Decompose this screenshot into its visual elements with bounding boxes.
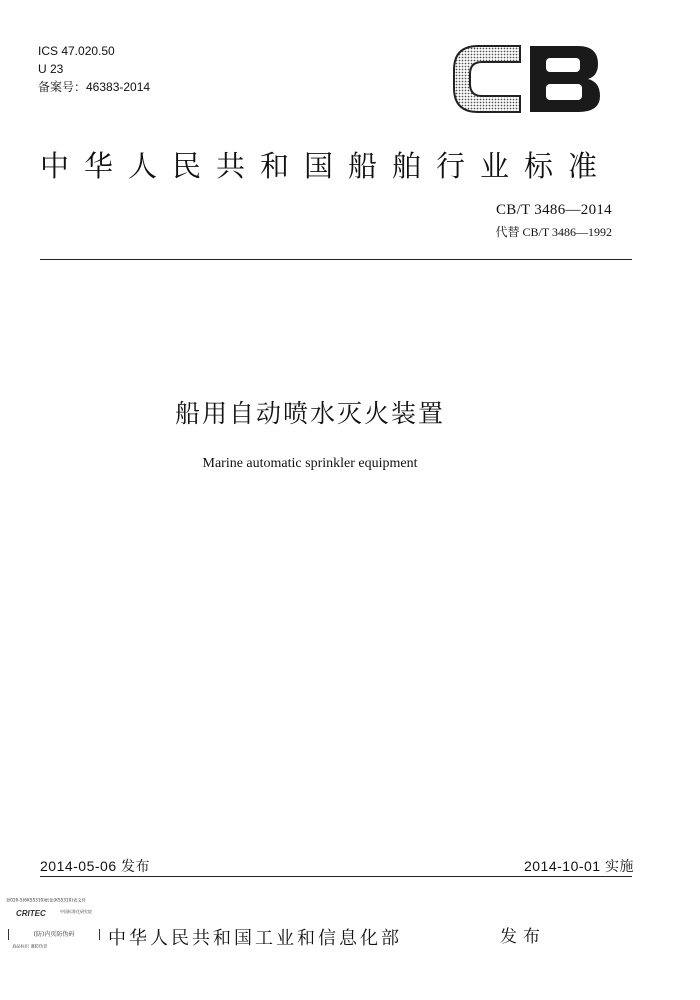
standard-code: CB/T 3486—2014: [495, 202, 612, 218]
class-code: U 23: [38, 62, 64, 76]
stamp-line-3: 真品标识 谨防伪冒: [12, 944, 48, 950]
stamp-box: (防)内页防伪码: [8, 929, 100, 940]
standard-type-heading: 中华人民共和国船舶行业标准: [40, 149, 613, 183]
replaces-code: 代替 CB/T 3486—1992: [495, 225, 612, 239]
stamp-line-1: 登020-5(6KS5310)纸张(KS5310)表文件: [6, 898, 86, 904]
classification-block: [38, 42, 150, 96]
release-date: 2014-05-06 发布: [40, 858, 151, 874]
top-divider: [40, 259, 632, 260]
anti-counterfeit-stamp: [6, 896, 102, 956]
cb-logo-icon: [452, 44, 602, 114]
bottom-divider: [40, 876, 632, 877]
implement-date: 2014-10-01 实施: [523, 858, 634, 874]
document-title-cn: 船用自动喷水灭火装置: [174, 399, 445, 428]
stamp-line-2: 中国标准化研究院: [60, 910, 93, 915]
document-title-en: Marine automatic sprinkler equipment: [202, 456, 418, 471]
stamp-brand: CRITEC: [16, 909, 46, 918]
filing-number: 备案号：46383-2014: [38, 80, 151, 94]
issuing-authority: 中华人民共和国工业和信息化部: [108, 928, 402, 949]
standard-codes: [496, 202, 612, 240]
ics-code: ICS 47.020.50: [38, 44, 115, 58]
publish-label: 发布: [500, 927, 546, 947]
